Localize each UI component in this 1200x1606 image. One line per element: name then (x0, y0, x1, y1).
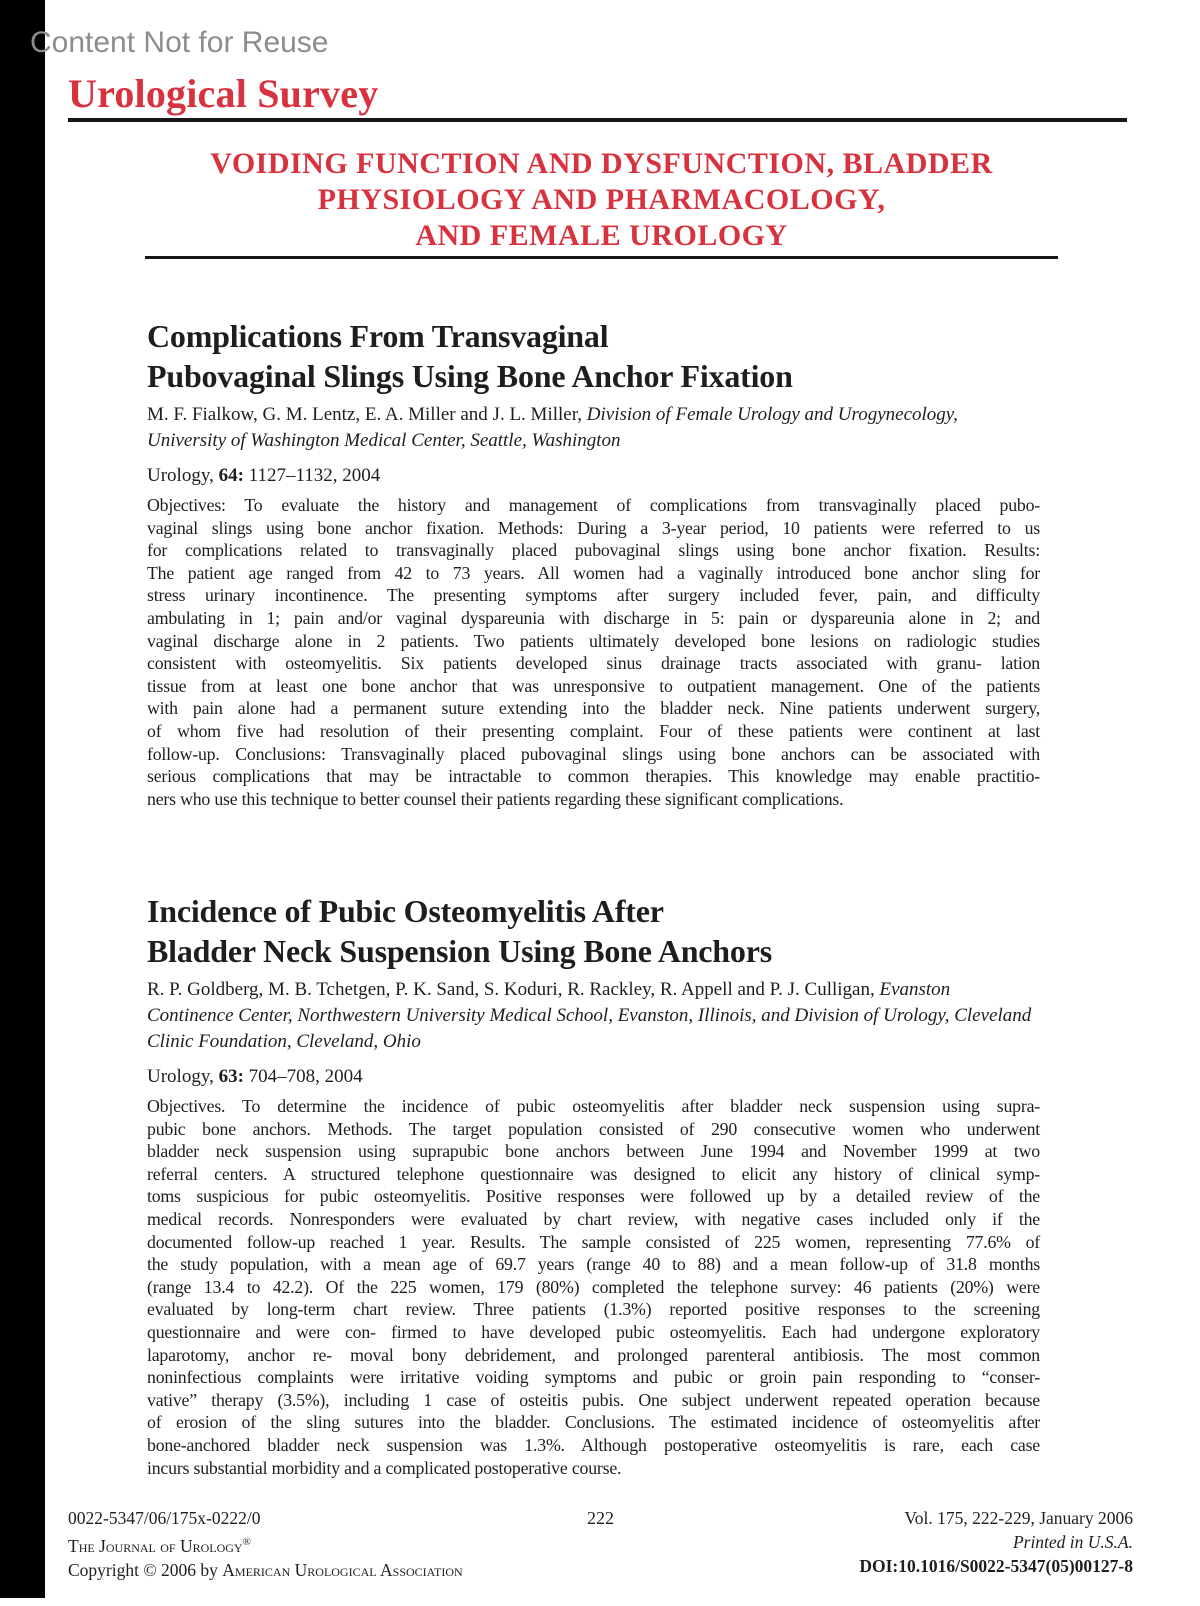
footer-copyright-org: American Urological Association (222, 1559, 463, 1580)
abstract-line: laparotomy, anchor re- moval bony debridement, and prolonged parenteral antibiosis. The most common (147, 1344, 1040, 1365)
abstract-line: vative” therapy (3.5%), including 1 case of osteitis pubis. One subject underwent repeated operation because (147, 1389, 1040, 1410)
abstract-line: documented follow-up reached 1 year. Results. The sample consisted of 225 women, representing 77.6% of (147, 1231, 1040, 1252)
footer-copyright-line (68, 1558, 463, 1582)
footer-journal-name (68, 1530, 463, 1558)
abstract-line: of whom five had resolution of their presenting complaint. Four of these patients were continent at last (147, 720, 1040, 741)
article-1-citation (147, 463, 1040, 489)
article-2-abstract (147, 1095, 1040, 1479)
footer-copyright-prefix: Copyright © 2006 by (68, 1559, 218, 1580)
masthead-rule (68, 118, 1127, 122)
abstract-line: follow-up. Conclusions: Transvaginally placed pubovaginal slings using bone anchors can be associated with (147, 743, 1040, 764)
article-2-citation-journal: Urology, (147, 1066, 214, 1087)
section-heading-line: PHYSIOLOGY AND PHARMACOLOGY, (317, 183, 886, 216)
footer-page-number: 222 (587, 1508, 614, 1528)
article-1-citation-pages: 1127–1132, 2004 (248, 465, 381, 486)
abstract-line: medical records. Nonresponders were evaluated by chart review, with negative cases included only if the (147, 1208, 1040, 1229)
abstract-line: vaginal discharge alone in 2 patients. Two patients ultimately developed bone lesions on radiologic studies (147, 630, 1040, 651)
abstract-line: toms suspicious for pubic osteomyelitis. Positive responses were followed up by a detailed review of the (147, 1186, 1040, 1207)
section-heading (145, 146, 1058, 254)
scan-edge-black-bar (0, 0, 45, 1598)
footer-issn-code: 0022-5347/06/175x-0222/0 (68, 1508, 261, 1528)
article-2-affiliation: Evanston Continence Center, Northwestern University Medical School, Evanston, Illinois, and Division of Urology, Cleveland Clinic Foundation, Cleveland, Ohio (147, 979, 1032, 1052)
section-heading-line: VOIDING FUNCTION AND DYSFUNCTION, BLADDER (210, 147, 993, 180)
article-2 (147, 891, 1040, 1479)
section-heading-rule (145, 256, 1058, 259)
abstract-line: incurs substantial morbidity and a complicated postoperative course. (147, 1457, 622, 1478)
abstract-line: evaluated by long-term chart review. Three patients (1.3%) reported positive responses to the screening (147, 1299, 1040, 1320)
article-title-line: Incidence of Pubic Osteomyelitis After (147, 893, 664, 929)
section-heading-line: AND FEMALE UROLOGY (415, 219, 788, 252)
footer-doi: DOI:10.1016/S0022-5347(05)00127-8 (859, 1556, 1133, 1576)
article-title-line: Complications From Transvaginal (147, 318, 609, 354)
abstract-line: with pain alone had a permanent suture extending into the bladder neck. Nine patients underwent surgery, (147, 698, 1040, 719)
abstract-line: of erosion of the sling sutures into the bladder. Conclusions. The estimated incidence of osteomyelitis after (147, 1412, 1040, 1433)
abstract-line: the study population, with a mean age of 69.7 years (range 40 to 88) and a mean follow-up of 31.8 months (147, 1254, 1040, 1275)
abstract-line: for complications related to transvaginally placed pubovaginal slings using bone anchor fixation. Results: (147, 540, 1040, 561)
article-title-line: Bladder Neck Suspension Using Bone Anchors (147, 933, 772, 969)
abstract-line: serious complications that may be intractable to common therapies. This knowledge may enable practitio- (147, 766, 1040, 787)
article-1-abstract (147, 494, 1040, 810)
abstract-line: noninfectious complaints were irritative voiding symptoms and pubic or groin pain responding to “conser- (147, 1367, 1040, 1388)
article-2-authors (147, 977, 1040, 1055)
article-title-line: Pubovaginal Slings Using Bone Anchor Fixation (147, 358, 793, 394)
article-2-citation (147, 1064, 1040, 1090)
abstract-line: pubic bone anchors. Methods. The target population consisted of 290 consecutive women who underwent (147, 1118, 1040, 1139)
abstract-line: Objectives: To evaluate the history and management of complications from transvaginally placed pubo- (147, 495, 1040, 515)
abstract-line: ambulating in 1; pain and/or vaginal dyspareunia with discharge in 5: pain or dyspareunia alone in 2; and (147, 607, 1040, 628)
abstract-line: vaginal slings using bone anchor fixation. Methods: During a 3-year period, 10 patients were referred to us (147, 517, 1040, 538)
article-2-citation-volume: 63: (218, 1066, 244, 1087)
article-2-author-names: R. P. Goldberg, M. B. Tchetgen, P. K. Sand, S. Koduri, R. Rackley, R. Appell and P. J. Culligan, (147, 979, 875, 1000)
registered-trademark-symbol: ® (242, 1536, 251, 1548)
abstract-line: referral centers. A structured telephone questionnaire was designed to elicit any history of clinical symp- (147, 1163, 1040, 1184)
article-1-author-names: M. F. Fialkow, G. M. Lentz, E. A. Miller and J. L. Miller, (147, 404, 583, 425)
footer-printed-in: Printed in U.S.A. (1012, 1532, 1133, 1552)
abstract-line: bladder neck suspension using suprapubic bone anchors between June 1994 and November 1999 at two (147, 1141, 1040, 1162)
abstract-line: stress urinary incontinence. The presenting symptoms after surgery included fever, pain, and difficulty (147, 585, 1040, 606)
article-1-citation-journal: Urology, (147, 465, 214, 486)
abstract-line: Objectives. To determine the incidence of pubic osteomyelitis after bladder neck suspension using supra- (147, 1096, 1040, 1116)
abstract-line: questionnaire and were con- firmed to have developed pubic osteomyelitis. Each had undergone exploratory (147, 1321, 1040, 1342)
article-2-title (147, 891, 1040, 971)
article-1-authors (147, 402, 1040, 454)
footer-journal-name-text: The Journal of Urology (68, 1535, 243, 1556)
article-2-citation-pages: 704–708, 2004 (248, 1066, 363, 1087)
masthead-title: Urological Survey (68, 71, 379, 116)
abstract-line: The patient age ranged from 42 to 73 years. All women had a vaginally introduced bone anchor sling for (147, 562, 1040, 583)
article-1 (147, 316, 1040, 810)
abstract-line: tissue from at least one bone anchor that was unresponsive to outpatient management. One of the patients (147, 675, 1040, 696)
abstract-line: bone-anchored bladder neck suspension was 1.3%. Although postoperative osteomyelitis is rare, each case (147, 1434, 1040, 1455)
abstract-line: ners who use this technique to better counsel their patients regarding these significant complications. (147, 788, 844, 809)
article-1-affiliation: Division of Female Urology and Urogynecology, University of Washington Medical Center, Seattle, Washington (147, 404, 958, 451)
abstract-line: consistent with osteomyelitis. Six patients developed sinus drainage tracts associated with granu- lation (147, 653, 1040, 674)
article-1-title (147, 316, 1040, 396)
footer-right-block (859, 1506, 1133, 1578)
watermark-text: Content Not for Reuse (30, 26, 329, 59)
article-1-citation-volume: 64: (218, 465, 244, 486)
abstract-line: (range 13.4 to 42.2). Of the 225 women, 179 (80%) completed the telephone survey: 46 patients (20%) were (147, 1276, 1040, 1297)
footer-volume-info: Vol. 175, 222-229, January 2006 (904, 1508, 1133, 1528)
